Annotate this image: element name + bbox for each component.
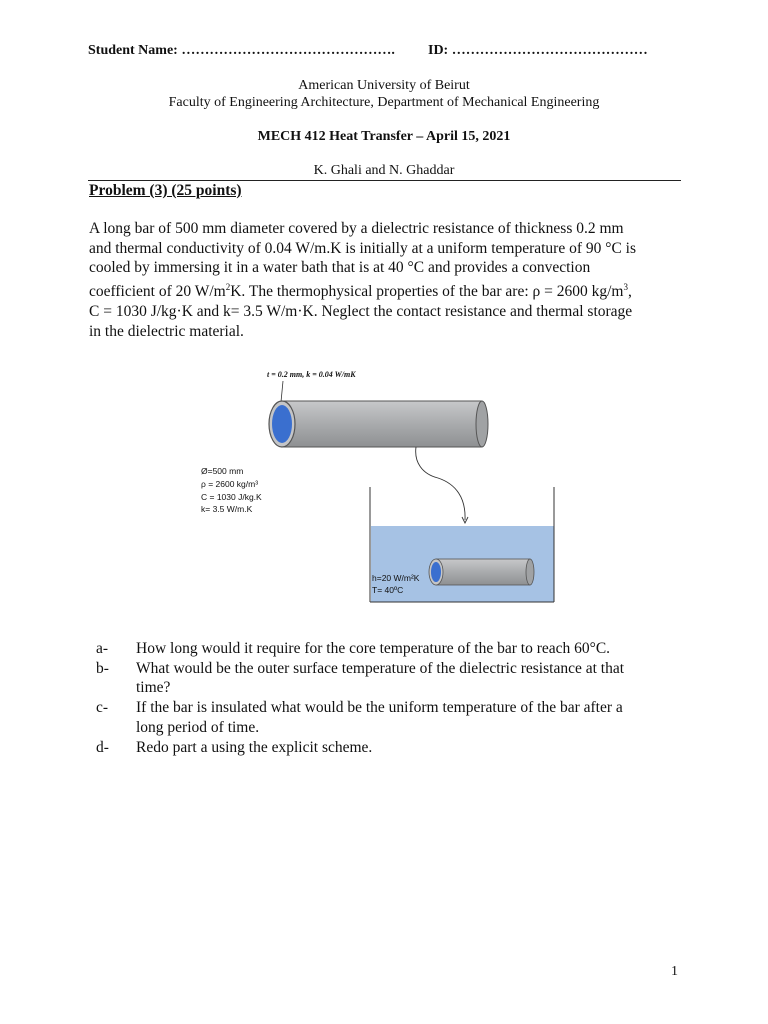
question-text-line: time? bbox=[136, 679, 171, 697]
question-list bbox=[96, 639, 696, 757]
student-name-field: ………………………………………. bbox=[181, 43, 395, 58]
main-bar bbox=[269, 401, 488, 447]
student-name-label: Student Name: bbox=[88, 43, 178, 58]
question-item bbox=[96, 698, 696, 737]
question-marker: c- bbox=[96, 699, 109, 717]
prop-diameter: Ø=500 mm bbox=[201, 466, 244, 476]
bath-h-label: h=20 W/m²K bbox=[372, 573, 420, 583]
prop-conductivity: k= 3.5 W/m.K bbox=[201, 504, 253, 514]
bar-properties bbox=[201, 466, 262, 514]
instructors: K. Ghali and N. Ghaddar bbox=[313, 163, 455, 178]
question-marker: a- bbox=[96, 640, 109, 657]
question-text-line: What would be the outer surface temperature of the dielectric resistance at that bbox=[136, 659, 625, 677]
question-text-line: How long would it require for the core temperature of the bar to reach 60°C. bbox=[136, 640, 611, 657]
course-title: MECH 412 Heat Transfer – April 15, 2021 bbox=[257, 129, 511, 144]
statement-line: C = 1030 J/kg·K and k= 3.5 W/m·K. Neglect the contact resistance and thermal storage bbox=[89, 302, 633, 320]
prop-heat-capacity: C = 1030 J/kg.K bbox=[201, 492, 262, 502]
question-item bbox=[96, 659, 696, 698]
statement-line: and thermal conductivity of 0.04 W/m.K is initially at a uniform temperature of 90 °C is bbox=[89, 239, 637, 257]
university-name: American University of Beirut bbox=[298, 78, 470, 93]
question-text-line: long period of time. bbox=[136, 718, 260, 736]
question-text-line: Redo part a using the explicit scheme. bbox=[136, 738, 373, 756]
question-text-line: If the bar is insulated what would be the uniform temperature of the bar after a bbox=[136, 699, 623, 717]
question-marker: b- bbox=[96, 659, 109, 677]
statement-line: in the dielectric material. bbox=[89, 322, 244, 340]
statement-line: cooled by immersing it in a water bath that is at 40 °C and provides a convection bbox=[89, 259, 591, 277]
statement-line: A long bar of 500 mm diameter covered by a dielectric resistance of thickness 0.2 mm bbox=[89, 220, 624, 237]
id-field: …………………………………… bbox=[451, 43, 648, 58]
coating-label: t = 0.2 mm, k = 0.04 W/mK bbox=[267, 370, 356, 379]
question-marker: d- bbox=[96, 738, 109, 756]
immersed-bar bbox=[429, 559, 534, 585]
statement-line: coefficient of 20 $W/m^2K$. The thermophysical properties of the bar are: ρ = 2600 $kg/m^3$, bbox=[89, 282, 632, 301]
bar-core bbox=[272, 405, 292, 443]
question-item bbox=[96, 639, 696, 659]
page-number: 1 bbox=[671, 964, 678, 979]
id-label: ID: bbox=[428, 43, 449, 58]
faculty-name: Faculty of Engineering Architecture, Department of Mechanical Engineering bbox=[168, 95, 600, 110]
immersion-arrow bbox=[416, 447, 465, 520]
problem-title: Problem (3) (25 points) bbox=[89, 182, 242, 199]
question-item bbox=[96, 738, 696, 758]
prop-density: ρ = 2600 kg/m³ bbox=[201, 479, 259, 489]
coating-pointer bbox=[281, 381, 283, 402]
bath-t-label: T= 40ºC bbox=[372, 585, 404, 595]
